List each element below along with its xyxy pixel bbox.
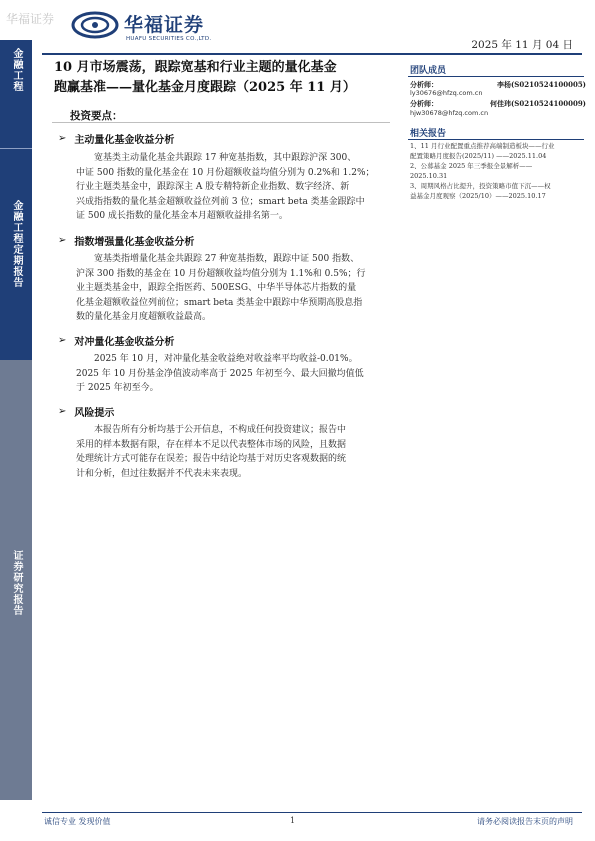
para-line: 数的量化基金月度超额收益最高。 [76,312,212,322]
logo-text-cn: 华福证券 [124,14,205,36]
title-line-2: 跑赢基准——量化基金月度跟踪（2025 年 11 月） [54,80,356,95]
section-paragraph-risk [76,423,388,481]
related-line: 益基金月度观察（2025/10）——2025.10.17 [410,191,546,200]
para-line: 本报告所有分析均基于公开信息，不构成任何投资建议；报告中 [94,425,347,435]
para-line: 兴成指指数的量化基金超额收益位列前 3 位；smart beta 类基金跟踪中 [76,196,365,207]
related-line: 2025.10.31 [410,171,448,180]
analyst-row [410,99,586,109]
section-title: 主动量化基金收益分析 [74,135,175,146]
related-line: 3、周期风格占比提升，投资策略市值下沉——权 [410,182,551,190]
para-line: 处理统计方式可能存在误差；报告中结论均基于对历史客观数据的统 [76,454,347,464]
para-line: 证 500 成长指数的量化基金本月超额收益排名第一。 [76,211,288,221]
related-report-item[interactable] [410,142,584,161]
report-date: 2025 年 11 月 04 日 [471,39,573,51]
para-line: 宽基类主动量化基金共跟踪 17 种宽基指数，其中跟踪沪深 300、 [94,153,357,163]
section-paragraph-hedge-quant [76,352,388,396]
section-heading-index-enhanced [58,233,194,248]
sidebar-label-report-type: 金融工程定期报告 [11,200,22,288]
related-report-item[interactable] [410,182,584,201]
section-paragraph-active-quant [76,151,388,224]
sidebar-label-category: 金融工程 [11,48,22,92]
para-line: 2025 年 10 月，对冲量化基金收益绝对收益率平均收益-0.01%。 [94,354,358,364]
related-line: 配置策略月度报告(2025/11) ——2025.11.04 [410,151,547,160]
sidebar-divider [0,148,32,149]
related-report-item[interactable] [410,162,584,181]
huafu-logo-icon [70,10,120,40]
bullet-arrow-icon: ➢ [58,335,67,346]
para-line: 行业主题类基金中，跟踪深主 A 股专精特新企业指数、数字经济、新 [76,182,350,192]
corner-watermark: 华福证券 [6,12,55,26]
analyst-email[interactable]: hjw30678@hfzq.com.cn [410,109,489,117]
team-heading: 团队成员 [410,66,447,76]
footer-disclaimer: 请务必阅读报告末页的声明 [477,817,573,826]
sidebar-label-research: 证券研究报告 [11,550,22,616]
report-title [54,58,379,98]
analyst-name: 李杨(S0210524100005) [497,80,586,89]
section-heading-hedge-quant [58,333,174,348]
section-title: 对冲量化基金收益分析 [74,337,175,348]
para-line: 采用的样本数据有限，存在样本不足以代表整体市场的风险，且数据 [76,439,347,450]
para-line: 计和分析，但过往数据并不代表未来表现。 [76,468,248,479]
analyst-role: 分析师： [410,99,438,108]
para-line: 2025 年 10 月份基金净值波动率高于 2025 年初至今、最大回撤均值低 [76,368,364,379]
para-line: 业主题类基金中，跟踪全指医药、500ESG、中华半导体芯片指数的量 [76,283,357,293]
related-line: 1、11 月行业配置重点推荐高端制造板块——行业 [410,142,555,150]
para-line: 宽基类指增量化基金共跟踪 27 种宽基指数，跟踪中证 500 指数、 [94,254,360,264]
section-heading-risk [58,404,114,419]
footer-divider [42,812,582,813]
bullet-arrow-icon: ➢ [58,235,67,246]
header-divider [42,53,582,55]
title-line-1: 10 月市场震荡，跟踪宽基和行业主题的量化基金 [54,60,337,75]
team-divider [408,76,584,77]
para-line: 于 2025 年初至今。 [76,383,159,393]
related-reports-heading: 相关报告 [410,129,447,139]
key-points-divider [52,122,390,123]
section-paragraph-index-enhanced [76,252,388,325]
section-title: 风险提示 [74,408,115,419]
page-number: 1 [290,816,296,825]
para-line: 化基金超额收益位列前位；smart beta 类基金中跟踪中华预期高股息指 [76,297,363,308]
logo-text-en: HUAFU SECURITIES CO.,LTD. [126,36,212,42]
analyst-role: 分析师： [410,80,438,89]
related-divider [408,139,584,140]
related-line: 2、公募基金 2025 年三季报全景解析—— [410,162,533,170]
section-title: 指数增强量化基金收益分析 [74,237,195,248]
key-points-heading: 投资要点： [70,110,123,122]
para-line: 沪深 300 指数的基金在 10 月份超额收益均值分别为 1.1%和 0.5%；行 [76,268,366,279]
analyst-email[interactable]: ly30676@hfzq.com.cn [410,89,483,97]
footer-slogan: 诚信专业 发现价值 [44,817,111,826]
analyst-name: 何佳玮(S0210524100009) [490,99,586,108]
section-heading-active-quant [58,131,174,146]
para-line: 中证 500 指数的量化基金在 10 月份超额收益均值分别为 0.2%和 1.2%； [76,167,375,178]
bullet-arrow-icon: ➢ [58,133,67,144]
bullet-arrow-icon: ➢ [58,406,67,417]
